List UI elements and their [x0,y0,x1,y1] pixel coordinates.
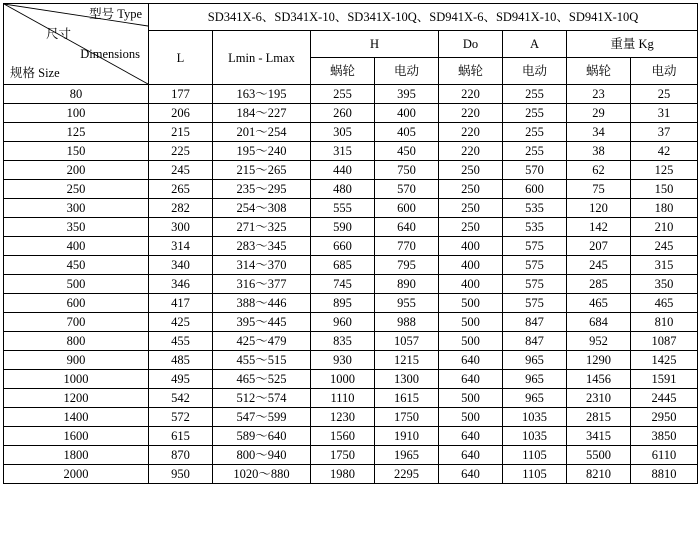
cell-size: 1400 [4,408,149,427]
cell-H-worm: 1000 [311,370,375,389]
cell-H-worm: 305 [311,123,375,142]
cell-lmin-lmax: 455～515 [213,351,311,370]
cell-H-electric: 955 [375,294,439,313]
table-row [4,465,698,484]
cell-Do-worm: 500 [439,313,503,332]
cell-lmin-lmax: 235～295 [213,180,311,199]
cell-weight-electric: 31 [631,104,698,123]
cell-H-electric: 395 [375,85,439,104]
table-row [4,218,698,237]
cell-weight-electric: 8810 [631,465,698,484]
cell-A-electric: 1035 [503,427,567,446]
cell-L: 615 [149,427,213,446]
cell-weight-electric: 2445 [631,389,698,408]
cell-A-electric: 965 [503,351,567,370]
cell-lmin-lmax: 195～240 [213,142,311,161]
cell-size: 1800 [4,446,149,465]
cell-H-worm: 1230 [311,408,375,427]
cell-size: 200 [4,161,149,180]
cell-L: 265 [149,180,213,199]
cell-A-electric: 847 [503,332,567,351]
cell-weight-electric: 25 [631,85,698,104]
cell-lmin-lmax: 512～574 [213,389,311,408]
cell-weight-worm: 684 [567,313,631,332]
col-header-Do-worm: 蜗轮 [439,58,503,85]
cell-Do-worm: 400 [439,256,503,275]
table-row [4,351,698,370]
col-header-weight-worm: 蜗轮 [567,58,631,85]
cell-H-worm: 895 [311,294,375,313]
table-row [4,161,698,180]
cell-A-electric: 575 [503,275,567,294]
cell-A-electric: 965 [503,370,567,389]
cell-weight-worm: 5500 [567,446,631,465]
cell-H-electric: 1750 [375,408,439,427]
col-header-A-electric: 电动 [503,58,567,85]
cell-Do-worm: 400 [439,275,503,294]
cell-H-worm: 745 [311,275,375,294]
cell-Do-worm: 500 [439,332,503,351]
cell-weight-electric: 465 [631,294,698,313]
cell-Do-worm: 640 [439,446,503,465]
cell-weight-electric: 6110 [631,446,698,465]
model-list-cell: SD341X-6、SD341X-10、SD341X-10Q、SD941X-6、SD941X-10、SD941X-10Q [149,4,698,31]
cell-weight-electric: 1425 [631,351,698,370]
cell-lmin-lmax: 201～254 [213,123,311,142]
cell-size: 1600 [4,427,149,446]
cell-Do-worm: 400 [439,237,503,256]
cell-weight-electric: 350 [631,275,698,294]
cell-weight-worm: 2815 [567,408,631,427]
cell-H-worm: 255 [311,85,375,104]
cell-weight-worm: 29 [567,104,631,123]
cell-weight-electric: 2950 [631,408,698,427]
cell-A-electric: 255 [503,142,567,161]
cell-lmin-lmax: 163～195 [213,85,311,104]
cell-H-electric: 890 [375,275,439,294]
cell-H-electric: 1215 [375,351,439,370]
cell-L: 485 [149,351,213,370]
cell-A-electric: 255 [503,123,567,142]
cell-size: 700 [4,313,149,332]
cell-L: 425 [149,313,213,332]
cell-weight-worm: 952 [567,332,631,351]
cell-weight-electric: 3850 [631,427,698,446]
cell-A-electric: 965 [503,389,567,408]
dimensions-label: Dimensions [80,47,140,61]
cell-Do-worm: 220 [439,123,503,142]
cell-A-electric: 570 [503,161,567,180]
cell-weight-worm: 207 [567,237,631,256]
cell-H-electric: 988 [375,313,439,332]
cell-size: 300 [4,199,149,218]
col-header-L: L [149,31,213,85]
cell-weight-electric: 1087 [631,332,698,351]
cell-size: 800 [4,332,149,351]
cell-lmin-lmax: 215～265 [213,161,311,180]
cell-L: 177 [149,85,213,104]
cell-L: 300 [149,218,213,237]
cell-Do-worm: 220 [439,85,503,104]
table-row [4,142,698,161]
cell-size: 2000 [4,465,149,484]
cell-size: 600 [4,294,149,313]
table-row [4,294,698,313]
cell-H-worm: 1750 [311,446,375,465]
cell-H-electric: 1300 [375,370,439,389]
cell-H-electric: 795 [375,256,439,275]
cell-size: 125 [4,123,149,142]
cell-weight-worm: 1290 [567,351,631,370]
cell-A-electric: 1105 [503,465,567,484]
cell-weight-worm: 120 [567,199,631,218]
cell-lmin-lmax: 314～370 [213,256,311,275]
cell-size: 1000 [4,370,149,389]
cell-H-worm: 660 [311,237,375,256]
cell-H-worm: 555 [311,199,375,218]
table-row [4,408,698,427]
cell-H-electric: 1057 [375,332,439,351]
cell-Do-worm: 500 [439,389,503,408]
cell-H-worm: 930 [311,351,375,370]
cell-weight-worm: 285 [567,275,631,294]
header-row-models [4,4,698,31]
cell-H-worm: 480 [311,180,375,199]
cell-H-worm: 440 [311,161,375,180]
cell-weight-electric: 1591 [631,370,698,389]
col-header-weight: 重量 Kg [567,31,698,58]
cell-weight-electric: 315 [631,256,698,275]
cell-size: 900 [4,351,149,370]
table-row [4,256,698,275]
cell-Do-worm: 640 [439,370,503,389]
cell-H-worm: 1560 [311,427,375,446]
table-row [4,389,698,408]
cell-weight-worm: 2310 [567,389,631,408]
spec-table [3,3,698,484]
cell-A-electric: 575 [503,256,567,275]
cell-H-worm: 315 [311,142,375,161]
cell-weight-electric: 125 [631,161,698,180]
table-row [4,313,698,332]
cell-H-electric: 1615 [375,389,439,408]
col-header-H-electric: 电动 [375,58,439,85]
size-label: 规格 Size [10,66,60,80]
cell-H-electric: 750 [375,161,439,180]
cell-weight-electric: 150 [631,180,698,199]
cell-Do-worm: 250 [439,180,503,199]
cell-A-electric: 575 [503,237,567,256]
cell-H-worm: 590 [311,218,375,237]
cell-A-electric: 255 [503,104,567,123]
model-type-label: 型号 Type [89,7,142,21]
cell-lmin-lmax: 184～227 [213,104,311,123]
cell-weight-electric: 42 [631,142,698,161]
cell-weight-worm: 465 [567,294,631,313]
cell-lmin-lmax: 271～325 [213,218,311,237]
cell-Do-worm: 640 [439,351,503,370]
cell-H-worm: 960 [311,313,375,332]
cell-weight-worm: 8210 [567,465,631,484]
cell-Do-worm: 640 [439,427,503,446]
table-row [4,104,698,123]
cell-weight-electric: 180 [631,199,698,218]
cell-lmin-lmax: 283～345 [213,237,311,256]
cell-size: 1200 [4,389,149,408]
table-row [4,370,698,389]
cell-L: 495 [149,370,213,389]
cell-lmin-lmax: 425～479 [213,332,311,351]
cell-L: 455 [149,332,213,351]
table-row [4,199,698,218]
cell-H-electric: 600 [375,199,439,218]
cell-H-worm: 685 [311,256,375,275]
cell-lmin-lmax: 547～599 [213,408,311,427]
cell-lmin-lmax: 1020～880 [213,465,311,484]
col-header-A: A [503,31,567,58]
cell-Do-worm: 250 [439,161,503,180]
col-header-lmin-lmax: Lmin - Lmax [213,31,311,85]
cell-size: 500 [4,275,149,294]
cell-size: 250 [4,180,149,199]
corner-header-cell [4,4,149,85]
cell-L: 346 [149,275,213,294]
cell-H-electric: 405 [375,123,439,142]
cell-H-electric: 770 [375,237,439,256]
table-row [4,85,698,104]
cell-weight-electric: 37 [631,123,698,142]
cell-size: 350 [4,218,149,237]
cell-H-electric: 2295 [375,465,439,484]
table-row [4,332,698,351]
cell-A-electric: 1105 [503,446,567,465]
cell-lmin-lmax: 589～640 [213,427,311,446]
cell-A-electric: 600 [503,180,567,199]
cell-Do-worm: 220 [439,104,503,123]
cell-L: 225 [149,142,213,161]
cell-H-electric: 450 [375,142,439,161]
cell-A-electric: 535 [503,199,567,218]
cell-H-electric: 640 [375,218,439,237]
cell-weight-worm: 38 [567,142,631,161]
cell-weight-worm: 34 [567,123,631,142]
cell-L: 314 [149,237,213,256]
cell-size: 100 [4,104,149,123]
cell-weight-worm: 245 [567,256,631,275]
cell-Do-worm: 500 [439,408,503,427]
cell-A-electric: 847 [503,313,567,332]
cell-Do-worm: 220 [439,142,503,161]
cell-lmin-lmax: 800～940 [213,446,311,465]
col-header-H: H [311,31,439,58]
cell-A-electric: 1035 [503,408,567,427]
table-body [4,4,698,484]
cell-H-electric: 570 [375,180,439,199]
cell-A-electric: 575 [503,294,567,313]
cell-size: 150 [4,142,149,161]
cell-H-worm: 260 [311,104,375,123]
cell-H-worm: 835 [311,332,375,351]
cell-weight-electric: 245 [631,237,698,256]
table-row [4,237,698,256]
table-row [4,446,698,465]
cell-lmin-lmax: 465～525 [213,370,311,389]
cell-lmin-lmax: 395～445 [213,313,311,332]
cell-H-worm: 1980 [311,465,375,484]
cell-H-worm: 1110 [311,389,375,408]
cell-weight-worm: 3415 [567,427,631,446]
cell-L: 950 [149,465,213,484]
cell-weight-worm: 142 [567,218,631,237]
cell-A-electric: 535 [503,218,567,237]
table-row [4,123,698,142]
cell-L: 870 [149,446,213,465]
col-header-weight-electric: 电动 [631,58,698,85]
cell-lmin-lmax: 254～308 [213,199,311,218]
cell-weight-worm: 23 [567,85,631,104]
cell-Do-worm: 250 [439,199,503,218]
size-cn-label: 尺寸 [46,27,72,41]
table-row [4,180,698,199]
cell-weight-electric: 810 [631,313,698,332]
cell-Do-worm: 640 [439,465,503,484]
cell-Do-worm: 500 [439,294,503,313]
cell-L: 215 [149,123,213,142]
col-header-H-worm: 蜗轮 [311,58,375,85]
table-row [4,427,698,446]
cell-weight-electric: 210 [631,218,698,237]
cell-size: 80 [4,85,149,104]
cell-Do-worm: 250 [439,218,503,237]
cell-weight-worm: 1456 [567,370,631,389]
cell-L: 340 [149,256,213,275]
cell-H-electric: 400 [375,104,439,123]
cell-L: 542 [149,389,213,408]
cell-L: 417 [149,294,213,313]
cell-weight-worm: 62 [567,161,631,180]
cell-L: 572 [149,408,213,427]
cell-weight-worm: 75 [567,180,631,199]
cell-L: 206 [149,104,213,123]
cell-lmin-lmax: 316～377 [213,275,311,294]
cell-size: 400 [4,237,149,256]
cell-size: 450 [4,256,149,275]
cell-A-electric: 255 [503,85,567,104]
table-row [4,275,698,294]
cell-L: 245 [149,161,213,180]
cell-lmin-lmax: 388～446 [213,294,311,313]
cell-L: 282 [149,199,213,218]
cell-H-electric: 1965 [375,446,439,465]
col-header-Do: Do [439,31,503,58]
cell-H-electric: 1910 [375,427,439,446]
